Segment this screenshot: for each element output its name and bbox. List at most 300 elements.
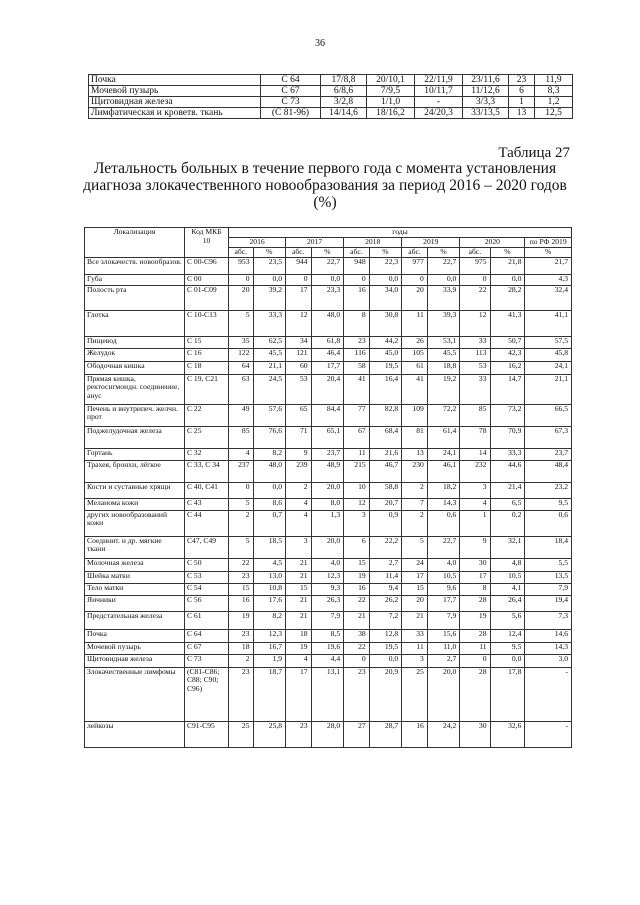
site-cell: Тело матки — [85, 583, 185, 595]
header-rf: по РФ 2019 — [525, 237, 572, 247]
pct-cell: 23,7 — [311, 448, 344, 460]
abs-cell: 15 — [402, 583, 428, 595]
abs-cell: 60 — [286, 361, 312, 374]
table-row — [85, 374, 572, 404]
continued-table — [88, 74, 573, 119]
pct-cell: 28,7 — [369, 721, 402, 747]
pct-cell: 0,2 — [490, 510, 525, 536]
table-row — [85, 448, 572, 460]
code-cell: С 64 — [184, 629, 228, 642]
abs-cell: 71 — [286, 426, 312, 448]
pct-cell: 8,2 — [253, 448, 286, 460]
header-years-group: годы — [229, 228, 572, 238]
pct-cell: 45,5 — [427, 348, 460, 361]
table-title: Летальность больных в течение первого года с момента установления диагноза злокачественного новообразования за период 2016 – 2020 годов (%) — [83, 160, 567, 211]
value-cell: 23 — [509, 75, 535, 86]
pct-cell: 22,7 — [311, 257, 344, 274]
pct-cell: 46,4 — [311, 348, 344, 361]
abs-cell: 0 — [460, 274, 490, 285]
abs-cell: 232 — [460, 460, 490, 482]
pct-cell: 39,3 — [427, 310, 460, 336]
pct-cell: 20,7 — [369, 498, 402, 510]
abs-cell: 17 — [402, 571, 428, 583]
code-cell: С 33, С 34 — [184, 460, 228, 482]
table-row — [89, 108, 573, 119]
code-cell: С 53 — [184, 571, 228, 583]
table-row — [85, 310, 572, 336]
pct-cell: 24,2 — [427, 721, 460, 747]
rf-cell: 32,4 — [525, 285, 572, 310]
abs-cell: 11 — [402, 310, 428, 336]
abs-cell: 3 — [402, 654, 428, 667]
pct-cell: 33,9 — [427, 285, 460, 310]
value-cell: 23/11,6 — [463, 75, 509, 86]
abs-cell: 230 — [402, 460, 428, 482]
abs-cell: 11 — [402, 642, 428, 654]
site-cell: Трахея, бронхи, лёгкое — [85, 460, 185, 482]
abs-cell: 53 — [286, 374, 312, 404]
rf-cell: 24,1 — [525, 361, 572, 374]
page-number: 36 — [315, 38, 325, 49]
code-cell: С 00 — [184, 274, 228, 285]
pct-cell: 25,8 — [253, 721, 286, 747]
abs-cell: 23 — [229, 571, 253, 583]
code-cell: С 40, С41 — [184, 482, 228, 498]
table-row — [85, 510, 572, 536]
pct-cell: 12,3 — [311, 571, 344, 583]
pct-cell: 22,7 — [427, 536, 460, 558]
pct-cell: 0,0 — [253, 274, 286, 285]
table-row — [85, 482, 572, 498]
header-year: 2020 — [460, 237, 525, 247]
abs-cell: 33 — [402, 629, 428, 642]
abs-cell: 4 — [286, 654, 312, 667]
abs-cell: 9 — [460, 536, 490, 558]
abs-cell: 105 — [402, 348, 428, 361]
table-row — [85, 595, 572, 611]
code-cell: С 19, С21 — [184, 374, 228, 404]
abs-cell: 34 — [286, 336, 312, 348]
pct-cell: 5,6 — [490, 611, 525, 629]
rf-cell: 13,5 — [525, 571, 572, 583]
site-cell: Почка — [89, 75, 261, 86]
abs-cell: 975 — [460, 257, 490, 274]
site-cell: Почка — [85, 629, 185, 642]
abs-cell: 944 — [286, 257, 312, 274]
rf-cell: 66,5 — [525, 404, 572, 426]
pct-cell: 14,3 — [427, 498, 460, 510]
pct-cell: 28,2 — [490, 285, 525, 310]
abs-cell: 113 — [460, 348, 490, 361]
pct-cell: 22,3 — [369, 257, 402, 274]
value-cell: 8,3 — [535, 86, 573, 97]
pct-cell: 10,5 — [427, 571, 460, 583]
header-pct: % — [369, 247, 402, 257]
header-code: Код МКБ 10 — [184, 228, 228, 258]
abs-cell: 16 — [344, 583, 370, 595]
table-row — [85, 721, 572, 747]
code-cell: С 54 — [184, 583, 228, 595]
site-cell: Все злокачеств. новообразов. — [85, 257, 185, 274]
table-row — [85, 348, 572, 361]
pct-cell: 48,9 — [311, 460, 344, 482]
abs-cell: 21 — [286, 558, 312, 571]
rf-cell: - — [525, 721, 572, 747]
code-cell: С 44 — [184, 510, 228, 536]
abs-cell: 0 — [229, 482, 253, 498]
abs-cell: 4 — [460, 498, 490, 510]
table-row — [85, 611, 572, 629]
abs-cell: 0 — [344, 654, 370, 667]
pct-cell: 22,2 — [369, 536, 402, 558]
mortality-table — [84, 227, 572, 748]
abs-cell: 24 — [402, 558, 428, 571]
code-cell: С 56 — [184, 595, 228, 611]
value-cell: 1/1,0 — [367, 97, 415, 108]
pct-cell: 33,3 — [490, 448, 525, 460]
rf-cell: 48,4 — [525, 460, 572, 482]
pct-cell: 10,5 — [490, 571, 525, 583]
pct-cell: 24,1 — [427, 448, 460, 460]
abs-cell: 4 — [286, 498, 312, 510]
rf-cell: 7,3 — [525, 611, 572, 629]
code-cell: С 32 — [184, 448, 228, 460]
code-cell: С 15 — [184, 336, 228, 348]
pct-cell: 13,0 — [253, 571, 286, 583]
abs-cell: 22 — [229, 558, 253, 571]
site-cell: Меланома кожи — [85, 498, 185, 510]
abs-cell: 1 — [460, 510, 490, 536]
abs-cell: 22 — [344, 642, 370, 654]
abs-cell: 5 — [229, 536, 253, 558]
rf-cell: 0,6 — [525, 510, 572, 536]
header-pct: % — [427, 247, 460, 257]
value-cell: - — [415, 97, 463, 108]
pct-cell: 20,0 — [311, 482, 344, 498]
abs-cell: 15 — [229, 583, 253, 595]
pct-cell: 4,1 — [490, 583, 525, 595]
header-abs: абс. — [402, 247, 428, 257]
abs-cell: 85 — [229, 426, 253, 448]
pct-cell: 4,0 — [427, 558, 460, 571]
site-cell: Молочная железа — [85, 558, 185, 571]
pct-cell: 24,5 — [253, 374, 286, 404]
pct-cell: 16,2 — [490, 361, 525, 374]
pct-cell: 0,0 — [253, 482, 286, 498]
pct-cell: 1,9 — [253, 654, 286, 667]
pct-cell: 48,0 — [311, 310, 344, 336]
abs-cell: 19 — [229, 611, 253, 629]
abs-cell: 77 — [344, 404, 370, 426]
abs-cell: 21 — [286, 611, 312, 629]
code-cell: С 73 — [184, 654, 228, 667]
site-cell: лейкозы — [85, 721, 185, 747]
header-pct: % — [525, 247, 572, 257]
value-cell: 18/16,2 — [367, 108, 415, 119]
pct-cell: 4,0 — [311, 558, 344, 571]
pct-cell: 45,5 — [253, 348, 286, 361]
pct-cell: 16,4 — [369, 374, 402, 404]
pct-cell: 26,3 — [311, 595, 344, 611]
pct-cell: 0,0 — [427, 274, 460, 285]
header-site: Локализация — [85, 228, 185, 258]
pct-cell: 32,1 — [490, 536, 525, 558]
pct-cell: 20,0 — [427, 667, 460, 721]
table-label: Таблица 27 — [498, 145, 570, 161]
value-cell: 6/8,6 — [321, 86, 367, 97]
abs-cell: 8 — [460, 583, 490, 595]
abs-cell: 12 — [286, 310, 312, 336]
table-row — [85, 498, 572, 510]
pct-cell: 21,4 — [490, 482, 525, 498]
pct-cell: 17,7 — [427, 595, 460, 611]
pct-cell: 12,4 — [490, 629, 525, 642]
table-row — [85, 426, 572, 448]
abs-cell: 953 — [229, 257, 253, 274]
abs-cell: 19 — [286, 642, 312, 654]
pct-cell: 20,4 — [311, 374, 344, 404]
pct-cell: 53,1 — [427, 336, 460, 348]
abs-cell: 109 — [402, 404, 428, 426]
site-cell: Ободочная кишка — [85, 361, 185, 374]
abs-cell: 33 — [460, 374, 490, 404]
pct-cell: 58,8 — [369, 482, 402, 498]
value-cell: 6 — [509, 86, 535, 97]
pct-cell: 10,8 — [253, 583, 286, 595]
rf-cell: 3,0 — [525, 654, 572, 667]
abs-cell: 14 — [460, 448, 490, 460]
abs-cell: 17 — [286, 667, 312, 721]
site-cell: Мочевой пузырь — [89, 86, 261, 97]
pct-cell: 20,0 — [311, 536, 344, 558]
abs-cell: 116 — [344, 348, 370, 361]
pct-cell: 8,6 — [253, 498, 286, 510]
pct-cell: 17,7 — [311, 361, 344, 374]
abs-cell: 5 — [402, 536, 428, 558]
abs-cell: 17 — [286, 285, 312, 310]
pct-cell: 17,8 — [490, 667, 525, 721]
abs-cell: 2 — [229, 654, 253, 667]
table-row — [85, 654, 572, 667]
abs-cell: 25 — [402, 667, 428, 721]
value-cell: 14/14,6 — [321, 108, 367, 119]
code-cell: С 25 — [184, 426, 228, 448]
pct-cell: 33,3 — [253, 310, 286, 336]
abs-cell: 35 — [229, 336, 253, 348]
abs-cell: 2 — [286, 482, 312, 498]
abs-cell: 0 — [402, 274, 428, 285]
site-cell: Глотка — [85, 310, 185, 336]
site-cell: Яичники — [85, 595, 185, 611]
pct-cell: 0,6 — [427, 510, 460, 536]
site-cell: Прямая кишка, ректосигмоидн. соединение, анус — [85, 374, 185, 404]
header-pct: % — [490, 247, 525, 257]
abs-cell: 121 — [286, 348, 312, 361]
code-cell: С 00-С96 — [184, 257, 228, 274]
pct-cell: 0,0 — [369, 274, 402, 285]
pct-cell: 57,6 — [253, 404, 286, 426]
abs-cell: 67 — [344, 426, 370, 448]
abs-cell: 85 — [460, 404, 490, 426]
abs-cell: 28 — [460, 667, 490, 721]
abs-cell: 22 — [344, 595, 370, 611]
abs-cell: 16 — [402, 721, 428, 747]
table-row — [85, 274, 572, 285]
pct-cell: 9,6 — [427, 583, 460, 595]
pct-cell: 19,6 — [311, 642, 344, 654]
table-row — [85, 404, 572, 426]
abs-cell: 23 — [229, 629, 253, 642]
abs-cell: 13 — [402, 448, 428, 460]
rf-cell: - — [525, 667, 572, 721]
abs-cell: 26 — [402, 336, 428, 348]
pct-cell: 9,5 — [490, 642, 525, 654]
site-cell: Желудок — [85, 348, 185, 361]
code-cell: С 50 — [184, 558, 228, 571]
abs-cell: 30 — [460, 558, 490, 571]
pct-cell: 26,4 — [490, 595, 525, 611]
abs-cell: 5 — [229, 310, 253, 336]
abs-cell: 61 — [402, 361, 428, 374]
pct-cell: 19,5 — [369, 361, 402, 374]
abs-cell: 10 — [344, 482, 370, 498]
code-cell: С 67 — [184, 642, 228, 654]
abs-cell: 239 — [286, 460, 312, 482]
rf-cell: 4,3 — [525, 274, 572, 285]
rf-cell: 57,5 — [525, 336, 572, 348]
abs-cell: 63 — [229, 374, 253, 404]
pct-cell: 8,0 — [311, 498, 344, 510]
header-year: 2018 — [344, 237, 402, 247]
pct-cell: 18,5 — [253, 536, 286, 558]
abs-cell: 19 — [460, 611, 490, 629]
abs-cell: 18 — [229, 642, 253, 654]
site-cell: Печень и внутрипеч. желчн. прот — [85, 404, 185, 426]
abs-cell: 41 — [344, 374, 370, 404]
abs-cell: 23 — [229, 667, 253, 721]
code-cell: С 64 — [261, 75, 321, 86]
abs-cell: 6 — [344, 536, 370, 558]
site-cell: Злокачественные лимфомы — [85, 667, 185, 721]
abs-cell: 7 — [402, 498, 428, 510]
pct-cell: 12,8 — [369, 629, 402, 642]
abs-cell: 41 — [402, 374, 428, 404]
abs-cell: 16 — [229, 595, 253, 611]
rf-cell: 45,8 — [525, 348, 572, 361]
header-year: 2019 — [402, 237, 460, 247]
abs-cell: 2 — [402, 510, 428, 536]
pct-cell: 7,9 — [427, 611, 460, 629]
pct-cell: 12,3 — [253, 629, 286, 642]
pct-cell: 2,7 — [427, 654, 460, 667]
abs-cell: 11 — [460, 642, 490, 654]
pct-cell: 42,3 — [490, 348, 525, 361]
table-row — [89, 75, 573, 86]
pct-cell: 18,8 — [427, 361, 460, 374]
pct-cell: 84,4 — [311, 404, 344, 426]
abs-cell: 12 — [460, 310, 490, 336]
value-cell: 10/11,7 — [415, 86, 463, 97]
header-abs: абс. — [286, 247, 312, 257]
code-cell: С 73 — [261, 97, 321, 108]
pct-cell: 9,3 — [311, 583, 344, 595]
header-pct: % — [253, 247, 286, 257]
pct-cell: 0,0 — [490, 274, 525, 285]
pct-cell: 16,7 — [253, 642, 286, 654]
table-row — [85, 285, 572, 310]
pct-cell: 20,9 — [369, 667, 402, 721]
table-row — [85, 583, 572, 595]
abs-cell: 11 — [344, 448, 370, 460]
abs-cell: 15 — [344, 558, 370, 571]
pct-cell: 28,0 — [311, 721, 344, 747]
header-pct: % — [311, 247, 344, 257]
header-abs: абс. — [344, 247, 370, 257]
pct-cell: 30,8 — [369, 310, 402, 336]
abs-cell: 23 — [286, 721, 312, 747]
code-cell: С91-С95 — [184, 721, 228, 747]
code-cell: С 61 — [184, 611, 228, 629]
pct-cell: 9,4 — [369, 583, 402, 595]
value-cell: 11,9 — [535, 75, 573, 86]
code-cell: С 43 — [184, 498, 228, 510]
value-cell: 1 — [509, 97, 535, 108]
abs-cell: 21 — [286, 571, 312, 583]
table-row — [85, 257, 572, 274]
pct-cell: 72,2 — [427, 404, 460, 426]
header-year: 2016 — [229, 237, 286, 247]
abs-cell: 4 — [229, 448, 253, 460]
abs-cell: 12 — [344, 498, 370, 510]
pct-cell: 19,2 — [427, 374, 460, 404]
site-cell: Губа — [85, 274, 185, 285]
value-cell: 20/10,1 — [367, 75, 415, 86]
pct-cell: 0,7 — [253, 510, 286, 536]
rf-cell: 14,3 — [525, 642, 572, 654]
pct-cell: 8,5 — [311, 629, 344, 642]
pct-cell: 21,6 — [369, 448, 402, 460]
site-cell: Шейка матки — [85, 571, 185, 583]
pct-cell: 61,4 — [427, 426, 460, 448]
code-cell: С47, С49 — [184, 536, 228, 558]
value-cell: 17/8,8 — [321, 75, 367, 86]
abs-cell: 81 — [402, 426, 428, 448]
code-cell: С 22 — [184, 404, 228, 426]
abs-cell: 19 — [344, 571, 370, 583]
rf-cell: 19,4 — [525, 595, 572, 611]
abs-cell: 9 — [286, 448, 312, 460]
pct-cell: 8,2 — [253, 611, 286, 629]
pct-cell: 7,2 — [369, 611, 402, 629]
abs-cell: 2 — [229, 510, 253, 536]
abs-cell: 20 — [402, 595, 428, 611]
code-cell: С 01-С09 — [184, 285, 228, 310]
rf-cell: 18,4 — [525, 536, 572, 558]
pct-cell: 44,2 — [369, 336, 402, 348]
pct-cell: 65,1 — [311, 426, 344, 448]
pct-cell: 26,2 — [369, 595, 402, 611]
site-cell: Соединит. и др. мягкие ткани — [85, 536, 185, 558]
table-row — [89, 97, 573, 108]
abs-cell: 27 — [344, 721, 370, 747]
value-cell: 13 — [509, 108, 535, 119]
abs-cell: 16 — [344, 285, 370, 310]
pct-cell: 4,8 — [490, 558, 525, 571]
rf-cell: 14,6 — [525, 629, 572, 642]
abs-cell: 0 — [229, 274, 253, 285]
pct-cell: 50,7 — [490, 336, 525, 348]
site-cell: Щитовидная железа — [85, 654, 185, 667]
